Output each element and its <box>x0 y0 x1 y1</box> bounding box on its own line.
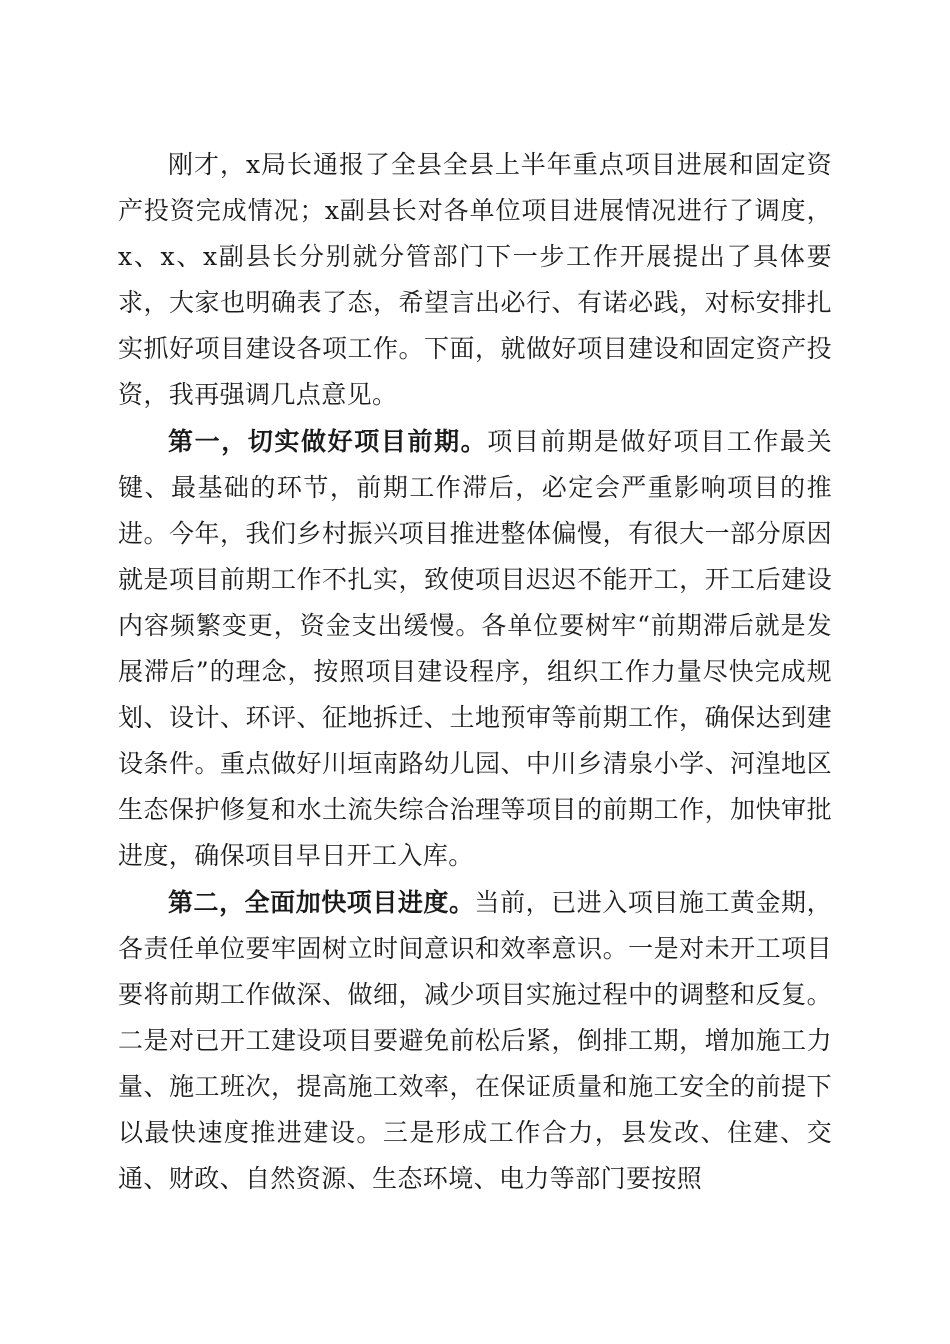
paragraph-point-one <box>118 419 832 880</box>
document-body <box>118 142 832 1202</box>
paragraph-point-one-heading: 第一，切实做好项目前期。 <box>168 426 488 456</box>
paragraph-point-two <box>118 880 832 1203</box>
paragraph-point-two-text: 当前，已进入项目施工黄金期，各责任单位要牢固树立时间意识和效率意识。一是对未开工项目要将前期工作做深、做细，减少项目实施过程中的调整和反复。二是对已开工建设项目要避免前松后紧，倒排工期，增加施工力量、施工班次，提高施工效率，在保证质量和施工安全的前提下以最快速度推进建设。三是形成工作合力，县发改、住建、交通、财政、自然资源、生态环境、电力等部门要按照 <box>118 887 832 1194</box>
paragraph-intro-text: 刚才，x局长通报了全县全县上半年重点项目进展和固定资产投资完成情况；x副县长对各单位项目进展情况进行了调度，x、x、x副县长分别就分管部门下一步工作开展提出了具体要求，大家也明确表了态，希望言出必行、有诺必践，对标安排扎实抓好项目建设各项工作。下面，就做好项目建设和固定资产投资，我再强调几点意见。 <box>118 150 832 410</box>
paragraph-point-one-text: 项目前期是做好项目工作最关键、最基础的环节，前期工作滞后，必定会严重影响项目的推进。今年，我们乡村振兴项目推进整体偏慢，有很大一部分原因就是项目前期工作不扎实，致使项目迟迟不能开工，开工后建设内容频繁变更，资金支出缓慢。各单位要树牢“前期滞后就是发展滞后”的理念，按照项目建设程序，组织工作力量尽快完成规划、设计、环评、征地拆迁、土地预审等前期工作，确保达到建设条件。重点做好川垣南路幼儿园、中川乡清泉小学、河湟地区生态保护修复和水土流失综合治理等项目的前期工作，加快审批进度，确保项目早日开工入库。 <box>118 426 832 871</box>
paragraph-point-two-heading: 第二，全面加快项目进度。 <box>168 887 475 917</box>
paragraph-intro <box>118 142 832 419</box>
